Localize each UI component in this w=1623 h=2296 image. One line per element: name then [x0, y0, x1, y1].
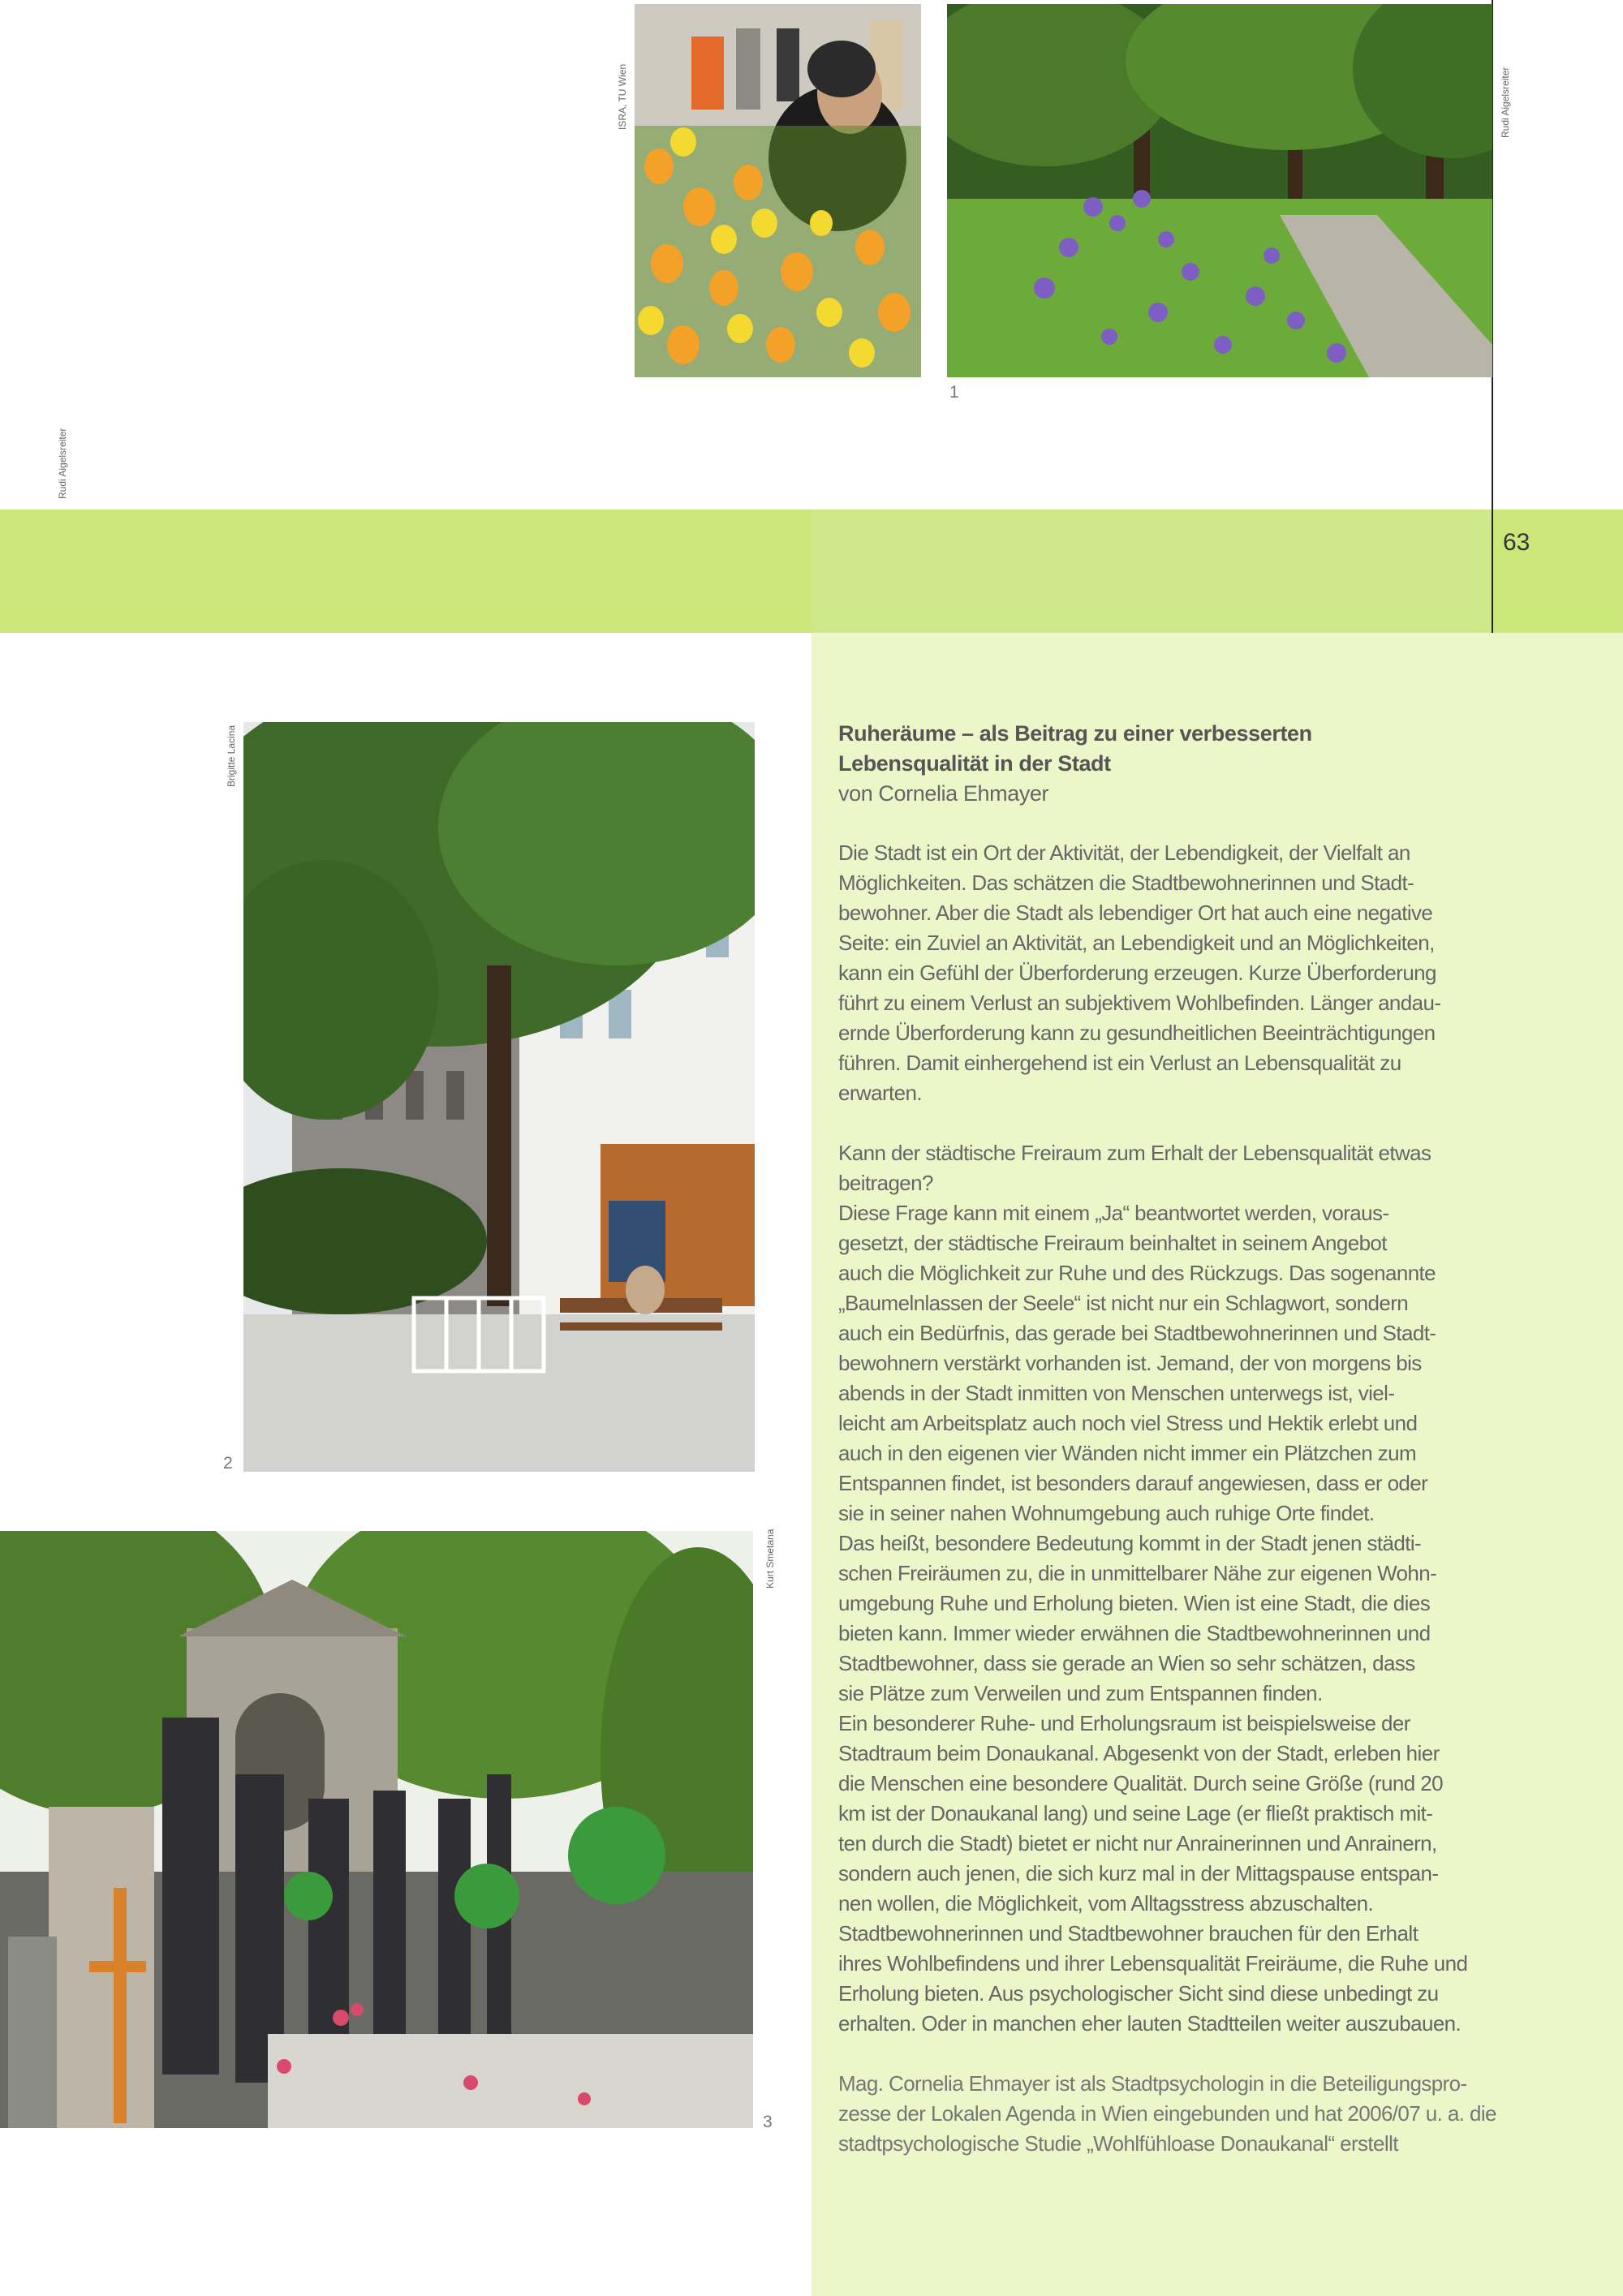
article-title-line2: Lebensqualität in der Stadt	[838, 751, 1111, 776]
figure-number-3: 3	[763, 2113, 773, 2131]
photo-credit-tulips: ISRA, TU Wien	[617, 63, 628, 130]
figure-number-1: 1	[949, 383, 959, 402]
figure-number-2: 2	[223, 1454, 233, 1473]
article	[838, 719, 1504, 2159]
author-bio: Mag. Cornelia Ehmayer ist als Stadtpsychologin in die Beteiligungspro- zesse der Lokalen Agenda in Wien eingebunden und hat 2006/07 u. a. die stadtpsychologische Studie „Wohlfühloase Donaukanal“ erstellt	[838, 2071, 1496, 2156]
paragraph-spacer	[838, 2039, 1504, 2069]
paragraph-spacer	[838, 1108, 1504, 1138]
photo-credit-left-margin: Rudi Aigelsreiter	[57, 428, 68, 499]
photo-park	[947, 4, 1492, 377]
article-paragraph-1: Die Stadt ist ein Ort der Aktivität, der Lebendigkeit, der Vielfalt an Möglichkeiten. Das schätzen die Stadtbewohnerinnen und Stadt- bewohner. Aber die Stadt als lebendiger Ort hat auch eine negative Seite: ein Zuviel an Aktivität, an Lebendigkeit und an Möglichkeiten, kann ein Gefühl der Überforderung erzeugen. Kurze Überforderung führt zu einem Verlust an subjektivem Wohlbefinden. Länger andau- ernde Überforderung kann zu gesundheitlichen Beeinträchtigungen führen. Damit einhergehend ist ein Verlust an Lebensqualität zu erwarten.	[838, 841, 1441, 1105]
photo-cemetery	[0, 1531, 753, 2128]
green-header-band-right	[812, 510, 1493, 633]
photo-tulips	[635, 4, 921, 377]
article-paragraph-2: Kann der städtische Freiraum zum Erhalt der Lebensqualität etwas beitragen? Diese Frage kann mit einem „Ja“ beantwortet werden, voraus- gesetzt, der städtische Freiraum beinhaltet in seinem Angebot auch die Möglichkeit zur Ruhe und des Rückzugs. Das sogenannte „Baumelnlassen der Seele“ ist nicht nur ein Schlagwort, sondern auch ein Bedürfnis, das gerade bei Stadtbewohnerinnen und Stadt- bewohnern verstärkt vorhanden ist. Jemand, der von morgens bis abends in der Stadt inmitten von Menschen unterwegs ist, viel- leicht am Arbeitsplatz auch noch viel Stress und Hektik erlebt und auch in den eigenen vier Wänden nicht immer ein Plätzchen zum Entspannen findet, ist besonders darauf angewiesen, dass er oder sie in seiner nahen Wohnumgebung auch ruhige Orte findet. Das heißt, besondere Bedeutung kommt in der Stadt jenen städti- schen Freiräumen zu, die in unmittelbarer Nähe zur eigenen Wohn- umgebung Ruhe und Erholung bieten. Wien ist eine Stadt, die dies bieten kann. Immer wieder erwähnen die Stadtbewohnerinnen und Stadtbewohner, dass sie gerade an Wien so sehr schätzen, dass sie Plätze zum Verweilen und zum Entspannen finden. Ein besonderer Ruhe- und Erholungsraum ist beispielsweise der Stadtraum beim Donaukanal. Abgesenkt von der Stadt, erleben hier die Menschen eine besondere Qualität. Durch seine Größe (rund 20 km ist der Donaukanal lang) und seine Lage (er fließt praktisch mit- ten durch die Stadt) bietet er nicht nur Anrainerinnen und Anrainern, sondern auch jenen, die sich kurz mal in der Mittagspause entspan- nen wollen, die Möglichkeit, vom Alltagsstress abzuschalten. Stadtbewohnerinnen und Stadtbewohner brauchen für den Erhalt ihres Wohlbefindens und ihrer Lebensqualität Freiräume, die Ruhe und Erholung bieten. Aus psychologischer Sicht sind diese unbedingt zu erhalten. Oder in manchen eher lauten Stadtteilen weiter auszubauen.	[838, 1141, 1468, 2036]
photo-credit-street: Brigitte Lacina	[226, 724, 237, 787]
photo-credit-cemetery: Kurt Smetana	[764, 1529, 776, 1589]
photo-street-bench	[243, 722, 755, 1472]
page-number: 63	[1503, 529, 1530, 556]
article-title-line1: Ruheräume – als Beitrag zu einer verbesserten	[838, 721, 1312, 746]
photo-credit-park: Rudi Aigelsreiter	[1500, 67, 1511, 138]
article-byline: von Cornelia Ehmayer	[838, 781, 1049, 806]
